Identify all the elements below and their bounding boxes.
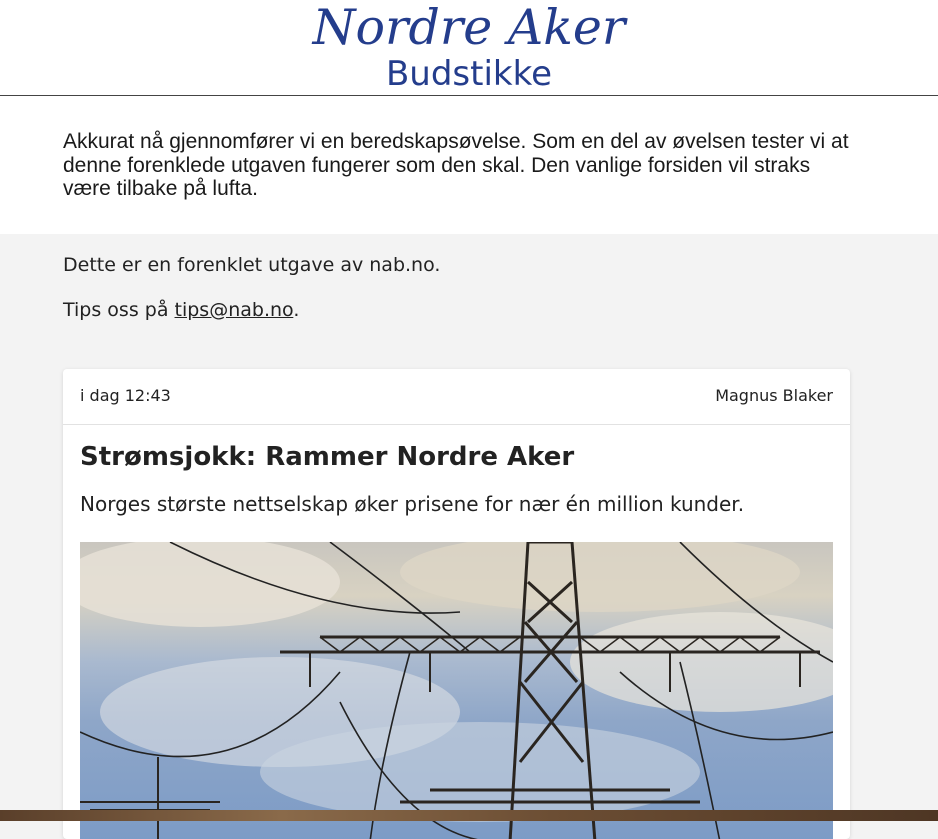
- tips-prefix: Tips oss på: [63, 299, 175, 321]
- intro-section: [63, 252, 440, 342]
- article-meta: [63, 369, 850, 425]
- logo-subtitle[interactable]: Budstikke: [385, 54, 553, 94]
- bottom-banner-strip: [0, 810, 938, 821]
- article-card[interactable]: [63, 369, 850, 839]
- notice-text: Akkurat nå gjennomfører vi en beredskapsøvelse. Som en del av øvelsen tester vi at denne forenklede utgaven fungerer som den skal. Den vanlige forsiden vil straks være tilbake på lufta.: [63, 130, 849, 200]
- article-timestamp: i dag 12:43: [80, 386, 171, 405]
- simplified-version-text: Dette er en forenklet utgave av nab.no.: [63, 254, 441, 276]
- site-header: [0, 0, 938, 96]
- power-pylon-illustration: [80, 542, 833, 839]
- tips-suffix: .: [293, 299, 300, 321]
- article-lead: Norges største nettselskap øker prisene for nær én million kunder.: [80, 492, 745, 516]
- tips-email-link[interactable]: tips@nab.no: [174, 299, 294, 321]
- tips-line: [63, 297, 440, 323]
- article-author: Magnus Blaker: [715, 386, 833, 405]
- article-image[interactable]: [80, 542, 833, 839]
- article-title[interactable]: Strømsjokk: Rammer Nordre Aker: [80, 442, 575, 472]
- logo-title[interactable]: Nordre Aker: [312, 0, 626, 56]
- exercise-notice: [0, 96, 938, 234]
